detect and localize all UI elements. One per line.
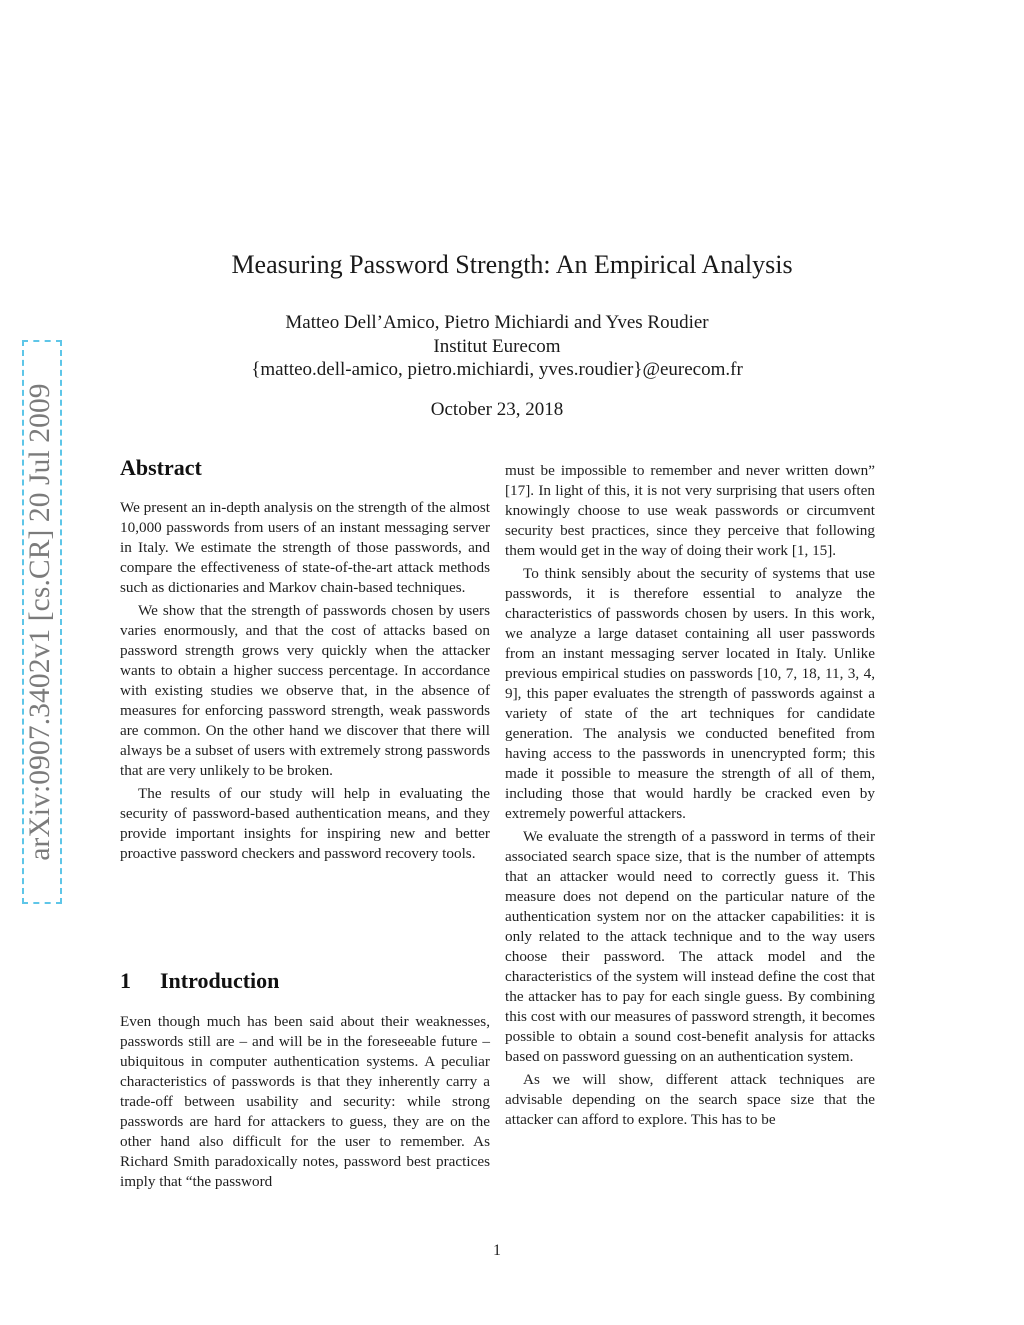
paper-date: October 23, 2018: [430, 399, 564, 420]
section-title: Introduction: [160, 968, 280, 993]
introduction-right-column: [505, 461, 875, 1133]
introduction-heading: [120, 968, 279, 994]
intro-paragraph: To think sensibly about the security of systems that use passwords, it is therefore essential to analyze the characteristics of passwords chosen by users. In this work, we analyze a large dataset containing all user passwords from an instant messaging server located in Italy. Unlike previous empirical studies on passwords [10, 7, 18, 11, 3, 4, 9], this paper evaluates the strength of passwords against a variety of state of the art techniques for candidate generation. The analysis we conducted benefited from having access to the passwords in unencrypted form; this made it possible to measure the strength of all of them, including those that would hardly be cracked even by extremely powerful attackers.: [505, 565, 875, 822]
section-number: 1: [120, 968, 131, 993]
intro-paragraph: We evaluate the strength of a password in terms of their associated search space size, that is the number of attempts that an attacker would need to correctly guess it. This measure does not depend on the particular nature of the authentication system nor on the attacker capabilities: it is only related to the attack technique and to the way users choose their password. The attack model and the characteristics of the system will instead define the cost that the attacker has to pay for each single guess. By combining this cost with our measures of password strength, it becomes possible to obtain a sound cost-benefit analysis for attacks based on password guessing on an authentication system.: [505, 828, 875, 1065]
intro-paragraph: As we will show, different attack techniques are advisable depending on the search space size that the attacker can afford to explore. This has to be: [505, 1071, 875, 1128]
page-number: 1: [493, 1242, 501, 1259]
arxiv-identifier[interactable]: arXiv:0907.3402v1 [cs.CR] 20 Jul 2009: [24, 383, 56, 861]
paper-title: Measuring Password Strength: An Empirical Analysis: [231, 250, 793, 279]
affiliation: Institut Eurecom: [433, 336, 561, 357]
abstract-paragraph: We present an in-depth analysis on the strength of the almost 10,000 passwords from users of an instant messaging server in Italy. We estimate the strength of those passwords, and compare the effectiveness of state-of-the-art attack methods such as dictionaries and Markov chain-based techniques.: [120, 499, 490, 596]
abstract-body: [120, 498, 490, 867]
intro-paragraph: Even though much has been said about their weaknesses, passwords still are – and will be in the foreseeable future – ubiquitous in computer authentication systems. A peculiar characteristics of passwords is that they inherently carry a trade-off between usability and security: while strong passwords are hard for attackers to guess, they are on the other hand also difficult for the user to remember. As Richard Smith paradoxically notes, password best practices imply that “the password: [120, 1013, 490, 1190]
introduction-left-column: [120, 1012, 490, 1195]
abstract-paragraph: We show that the strength of passwords chosen by users varies enormously, and that the cost of attacks based on password strength grows very quickly when the attacker wants to obtain a higher success percentage. In accordance with existing studies we observe that, in the absence of measures for enforcing password strength, weak passwords are common. On the other hand we discover that there will always be a subset of users with extremely strong passwords that are very unlikely to be broken.: [120, 602, 490, 779]
intro-paragraph: must be impossible to remember and never written down” [17]. In light of this, it is not very surprising that users often knowingly choose to use weak passwords or circumvent security best practices, since they perceive that following them would get in the way of doing their work [1, 15].: [505, 462, 875, 559]
abstract-paragraph: The results of our study will help in evaluating the security of password-based authentication means, and they provide important insights for inspiring new and better proactive password checkers and password recovery tools.: [120, 785, 490, 862]
author-emails: {matteo.dell-amico, pietro.michiardi, yves.roudier}@eurecom.fr: [251, 359, 743, 380]
abstract-heading: Abstract: [120, 455, 202, 480]
authors: Matteo Dell’Amico, Pietro Michiardi and Yves Roudier: [285, 312, 709, 333]
